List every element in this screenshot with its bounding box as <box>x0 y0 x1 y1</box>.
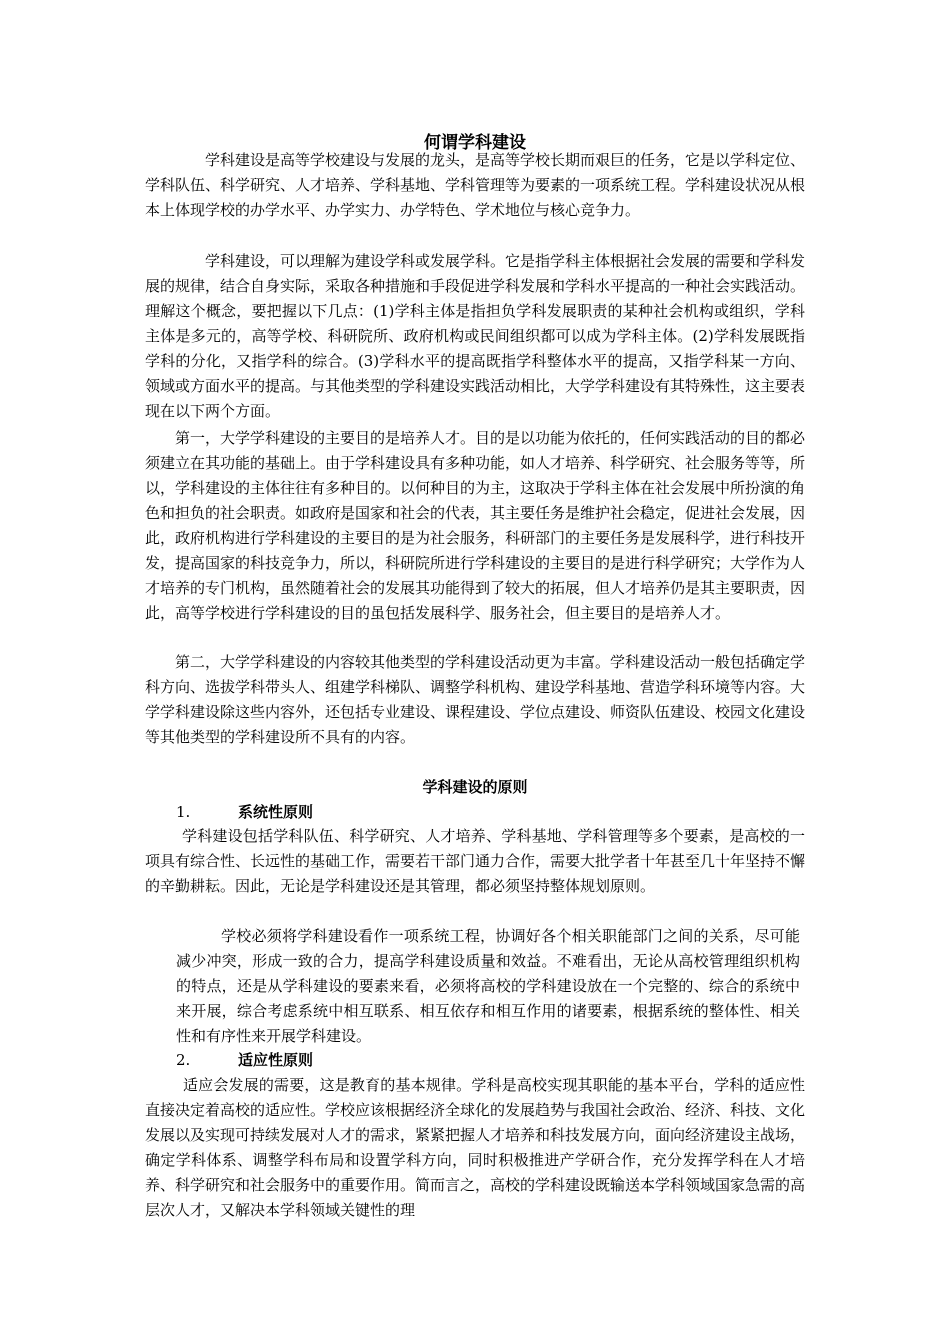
intro-paragraph-1: 学科建设是高等学校建设与发展的龙头，是高等学校长期而艰巨的任务，它是以学科定位、学科队伍、科学研究、人才培养、学科基地、学科管理等为要素的一项系统工程。学科建设状况从根本上体现学校的办学水平、办学实力、办学特色、学术地位与核心竞争力。 <box>145 151 806 219</box>
intro-paragraph-2: 学科建设，可以理解为建设学科或发展学科。它是指学科主体根据社会发展的需要和学科发展的规律，结合自身实际，采取各种措施和手段促进学科发展和学科水平提高的一种社会实践活动。理解这个概念，要把握以下几点：(1)学科主体是指担负学科发展职责的某种社会机构或组织，学科主体是多元的，高等学校、科研院所、政府机构或民间组织都可以成为学科主体。(2)学科发展既指学科的分化，又指学科的综合。(3)学科水平的提高既指学科整体水平的提高，又指学科某一方向、领域或方面水平的提高。与其他类型的学科建设实践活动相比，大学学科建设有其特殊性，这主要表现在以下两个方面。 <box>145 252 806 420</box>
document-title: 何谓学科建设 <box>424 133 526 153</box>
principle-number: 1. <box>176 803 191 821</box>
principle-2-paragraph-1: 适应会发展的需要，这是教育的基本规律。学科是高校实现其职能的基本平台，学科的适应性直接决定着高校的适应性。学校应该根据经济全球化的发展趋势与我国社会政治、经济、科技、文化发展以及实现可持续发展对人才的需求，紧紧把握人才培养和科技发展方向，面向经济建设主战场，确定学科体系、调整学科布局和设置学科方向，同时积极推进产学研合作，充分发挥学科在人才培养、科学研究和社会服务中的重要作用。简而言之，高校的学科建设既输送本学科领域国家急需的高层次人才，又解决本学科领域关键性的理 <box>145 1076 806 1219</box>
intro-paragraph-4: 第二，大学学科建设的内容较其他类型的学科建设活动更为丰富。学科建设活动一般包括确定学科方向、选拔学科带头人、组建学科梯队、调整学科机构、建设学科基地、营造学科环境等内容。大学学科建设除这些内容外，还包括专业建设、课程建设、学位点建设、师资队伍建设、校园文化建设等其他类型的学科建设所不具有的内容。 <box>145 653 806 746</box>
principle-title: 系统性原则 <box>238 803 314 821</box>
principle-number: 2. <box>176 1051 191 1069</box>
principle-title: 适应性原则 <box>238 1051 314 1069</box>
intro-paragraph-3: 第一，大学学科建设的主要目的是培养人才。目的是以功能为依托的，任何实践活动的目的都必须建立在其功能的基础上。由于学科建设具有多种功能，如人才培养、科学研究、社会服务等等，所以，学科建设的主体往往有多种目的。以何种目的为主，这取决于学科主体在社会发展中所扮演的角色和担负的社会职责。如政府是国家和社会的代表，其主要任务是维护社会稳定，促进社会发展，因此，政府机构进行学科建设的主要目的是为社会服务，科研部门的主要任务是发展科学，进行科技开发，提高国家的科技竞争力，所以，科研院所进行学科建设的主要目的是进行科学研究；大学作为人才培养的专门机构，虽然随着社会的发展其功能得到了较大的拓展，但人才培养仍是其主要职责，因此，高等学校进行学科建设的目的虽包括发展科学、服务社会，但主要目的是培养人才。 <box>145 429 806 622</box>
principle-1-paragraph-1: 学科建设包括学科队伍、科学研究、人才培养、学科基地、学科管理等多个要素，是高校的一项具有综合性、长远性的基础工作，需要若干部门通力合作，需要大批学者十年甚至几十年坚持不懈的辛勤耕耘。因此，无论是学科建设还是其管理，都必须坚持整体规划原则。 <box>145 827 806 895</box>
principle-1-paragraph-2: 学校必须将学科建设看作一项系统工程，协调好各个相关职能部门之间的关系，尽可能减少冲突，形成一致的合力，提高学科建设质量和效益。不难看出，无论从高校管理组织机构的特点，还是从学科建设的要素来看，必须将高校的学科建设放在一个完整的、综合的系统中来开展，综合考虑系统中相互联系、相互依存和相互作用的诸要素，根据系统的整体性、相关性和有序性来开展学科建设。 <box>176 927 800 1045</box>
section-title: 学科建设的原则 <box>422 778 528 796</box>
